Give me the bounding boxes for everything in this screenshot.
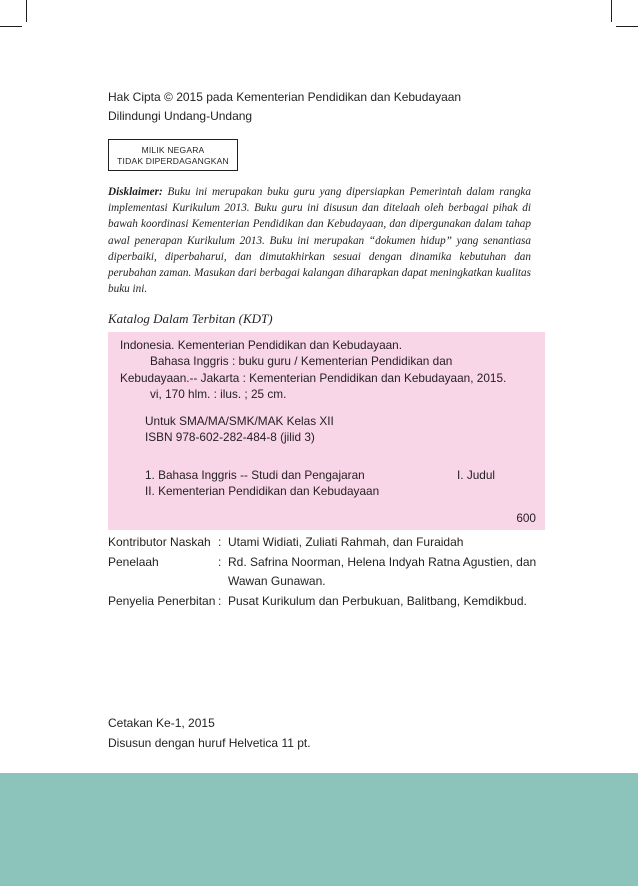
stamp-line-1: MILIK NEGARA (141, 145, 205, 155)
kdt-line-1: Indonesia. Kementerian Pendidikan dan Kebudayaan. (120, 338, 403, 352)
kdt-line-5: Untuk SMA/MA/SMK/MAK Kelas XII (145, 414, 334, 428)
crop-mark-top-right-h (616, 26, 638, 27)
kdt-subject-judul: I. Judul (457, 468, 496, 482)
kdt-classification: 600 (516, 511, 536, 525)
kdt-subject-2: II. Kementerian Pendidikan dan Kebudayaan (145, 484, 380, 498)
crop-mark-top-left-h (0, 26, 22, 27)
disclaimer-label: Disklaimer: (108, 186, 163, 198)
credit-row-penelaah-cont (108, 572, 536, 592)
credit-separator: : (218, 535, 222, 549)
stamp-line-2: TIDAK DIPERDAGANGKAN (117, 156, 229, 166)
credit-row-kontributor (108, 533, 536, 553)
credit-row-penyelia (108, 592, 536, 612)
kdt-line-2: Bahasa Inggris : buku guru / Kementerian Pendidikan dan (150, 354, 453, 368)
kdt-title: Katalog Dalam Terbitan (KDT) (108, 311, 273, 326)
disclaimer-text: Buku ini merupakan buku guru yang dipersiapkan Pemerintah dalam rangka implementasi Kurikulum 2013. Buku guru ini disusun dan ditelaah oleh berbagai pihak di bawah koordinasi Kementerian Pendidikan dan Kebudayaan, dan dipergunakan dalam tahap awal penerapan Kurikulum 2013. Buku ini merupakan “dokumen hidup” yang senantiasa diperbaiki, diperbaharui, dan dimutakhirkan sesuai dengan dinamika kebutuhan dan perubahan zaman. Masukan dari berbagai kalangan diharapkan dapat meningkatkan kualitas buku ini. (108, 186, 531, 296)
copyright-protection-line: Dilindungi Undang-Undang (108, 109, 253, 123)
font-note-line: Disusun dengan huruf Helvetica 11 pt. (108, 736, 311, 750)
credit-value: Pusat Kurikulum dan Perbukuan, Balitbang, Kemdikbud. (228, 593, 527, 608)
credit-separator: : (218, 554, 222, 569)
credits-section (108, 533, 536, 611)
printing-info (108, 713, 311, 753)
copyright-line: Hak Cipta © 2015 pada Kementerian Pendidikan dan Kebudayaan (108, 90, 462, 104)
credit-label: Penyelia Penerbitan (108, 593, 216, 608)
credit-row-penelaah (108, 553, 536, 573)
credit-value: Rd. Safrina Noorman, Helena Indyah Ratna Agustien, dan (228, 554, 537, 569)
edition-line: Cetakan Ke-1, 2015 (108, 716, 215, 730)
credit-label: Kontributor Naskah (108, 535, 211, 549)
state-property-stamp (108, 139, 238, 171)
credit-value: Wawan Gunawan. (228, 574, 326, 588)
credit-separator: : (218, 593, 222, 608)
kdt-subject-1: 1. Bahasa Inggris -- Studi dan Pengajaran (145, 468, 365, 482)
kdt-line-4: vi, 170 hlm. : ilus. ; 25 cm. (150, 387, 287, 401)
kdt-line-3: Kebudayaan.-- Jakarta : Kementerian Pendidikan dan Kebudayaan, 2015. (120, 371, 507, 385)
copyright-notice (108, 88, 461, 126)
credit-value: Utami Widiati, Zuliati Rahmah, dan Furaidah (228, 535, 464, 549)
kdt-catalog-box (108, 332, 545, 530)
disclaimer-paragraph (108, 184, 531, 297)
crop-mark-top-left-v (26, 0, 27, 22)
credit-label: Penelaah (108, 554, 159, 569)
crop-mark-top-right-v (611, 0, 612, 22)
footer-color-band (0, 773, 638, 886)
kdt-isbn: ISBN 978-602-282-484-8 (jilid 3) (145, 430, 315, 444)
